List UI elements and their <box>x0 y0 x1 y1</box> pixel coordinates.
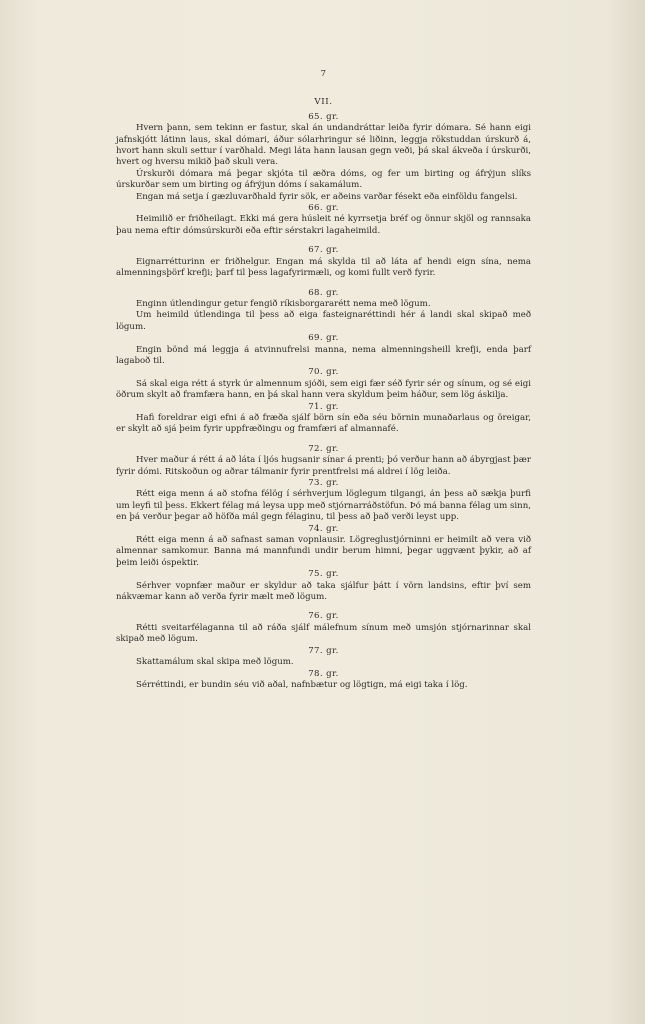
article-heading: 78. gr. <box>308 668 339 679</box>
article-heading: 77. gr. <box>308 645 339 656</box>
article-heading: 72. gr. <box>308 443 339 454</box>
article-spacer <box>116 280 531 288</box>
article-heading: 68. gr. <box>308 287 339 298</box>
article-heading: 76. gr. <box>308 611 339 622</box>
article-paragraph: Enginn útlendingur getur fengið ríkisborgararétt nema með lögum. <box>136 298 431 309</box>
article <box>116 288 531 334</box>
article-heading: 71. gr. <box>308 401 339 412</box>
article-paragraph: Sérhver vopnfær maður er skyldur að taka sjálfur þátt í vörn landsins, eftir því sem nákvæmar kann að verða fyrir mælt með lögum. <box>116 580 531 603</box>
article <box>116 367 531 401</box>
article <box>116 646 531 669</box>
article-heading: 65. gr. <box>308 111 339 122</box>
article <box>116 203 531 237</box>
page-number: 7 <box>320 69 327 79</box>
article-paragraph: Skattamálum skal skipa með lögum. <box>136 657 294 668</box>
article-paragraph: Hver maður á rétt á að láta í ljós hugsanir sínar á prenti; þó verður hann að ábyrgjast þær fyrir dómi. Ritskoðun og aðrar tálmanir fyrir prentfrelsi má aldrei í lög leiða. <box>116 455 531 477</box>
article-paragraph: Hvern þann, sem tekinn er fastur, skal án undandráttar leiða fyrir dómara. Sé hann eigi jafnskjótt látinn laus, skal dómari, áður sólarhringur sé liðinn, leggja rökstuddan úrskurð á, hvort hann skuli settur í varðhald. Megi láta hann lausan gegn veði, þá skal ákveða í úrskurði, hvert og hversu mikið það skuli vera. <box>116 123 531 168</box>
article-heading: 73. gr. <box>308 478 339 488</box>
article-paragraph: Engan má setja í gæzluvarðhald fyrir sök, er aðeins varðar fésekt eða einföldu fangelsi. <box>136 191 518 202</box>
article-heading: 67. gr. <box>308 245 339 256</box>
page-content <box>116 69 531 691</box>
article-spacer <box>116 603 531 611</box>
article <box>116 669 531 692</box>
article-spacer <box>116 237 531 245</box>
article-paragraph: Sérréttindi, er bundin séu við aðal, nafnbætur og lögtign, má eigi taka í lög. <box>136 679 468 690</box>
article-paragraph: Sá skal eiga rétt á styrk úr almennum sjóði, sem eigi fær séð fyrir sér og sínum, og sé eigi öðrum skylt að framfæra hann, en þá skal hann vera skyldum þeim háður, sem lög áskilja. <box>116 378 531 401</box>
article-heading: 75. gr. <box>308 569 339 580</box>
article <box>116 333 531 367</box>
article <box>116 611 531 645</box>
article-paragraph: Rétt eiga menn á að stofna félög í sérhverjum löglegum tilgangi, án þess að sækja þurfi um leyfi til þess. Ekkert félag má leysa upp með stjórnarráðstöfun. Þó má banna félag um sinn, en þá verður þegar að höfða mál gegn félaginu, til þess að það verði leyst upp. <box>116 489 531 523</box>
article-heading: 74. gr. <box>308 523 339 534</box>
article-paragraph: Úrskurði dómara má þegar skjóta til æðra dóms, og fer um birting og áfrýjun slíks úrskurðar sem um birting og áfrýjun dóms í sakamálum. <box>116 168 531 191</box>
article <box>116 402 531 436</box>
article-heading: 70. gr. <box>308 367 339 378</box>
article-paragraph: Rétt eiga menn á að safnast saman vopnlausir. Lögreglustjórninni er heimilt að vera við almennar samkomur. Banna má mannfundi undir berum himni, þegar uggvænt þykir, að af þeim leiði óspektir. <box>116 535 531 568</box>
article <box>116 524 531 570</box>
article-heading: 66. gr. <box>308 203 339 214</box>
article <box>116 569 531 603</box>
article <box>116 112 531 203</box>
article-paragraph: Um heimild útlendinga til þess að eiga fasteignaréttindi hér á landi skal skipað með lögum. <box>116 310 531 332</box>
article-paragraph: Hafi foreldrar eigi efni á að fræða sjálf börn sín eða séu börnin munaðarlaus og öreigar, er skylt að sjá þeim fyrir uppfræðingu og framfæri af almannafé. <box>116 412 531 435</box>
article-paragraph: Rétti sveitarfélaganna til að ráða sjálf málefnum sínum með umsjón stjórnarinnar skal skipað með lögum. <box>116 622 531 645</box>
article-paragraph: Heimilið er friðheilagt. Ekki má gera húsleit né kyrrsetja bréf og önnur skjöl og rannsaka þau nema eftir dómsúrskurði eða eftir sérstakri lagaheimild. <box>116 214 531 236</box>
chapter-heading: VII. <box>314 97 333 108</box>
article-heading: 69. gr. <box>308 333 339 344</box>
article <box>116 245 531 279</box>
article <box>116 478 531 524</box>
article <box>116 444 531 478</box>
article-paragraph: Engin bönd má leggja á atvinnufrelsi manna, nema almenningsheill krefji, enda þarf lagaboð til. <box>116 344 531 366</box>
article-paragraph: Eignarrétturinn er friðhelgur. Engan má skylda til að láta af hendi eign sína, nema almenningsþörf krefji; þarf til þess lagafyrirmæli, og komi fullt verð fyrir. <box>116 256 531 279</box>
article-list <box>116 112 531 692</box>
article-spacer <box>116 436 531 444</box>
